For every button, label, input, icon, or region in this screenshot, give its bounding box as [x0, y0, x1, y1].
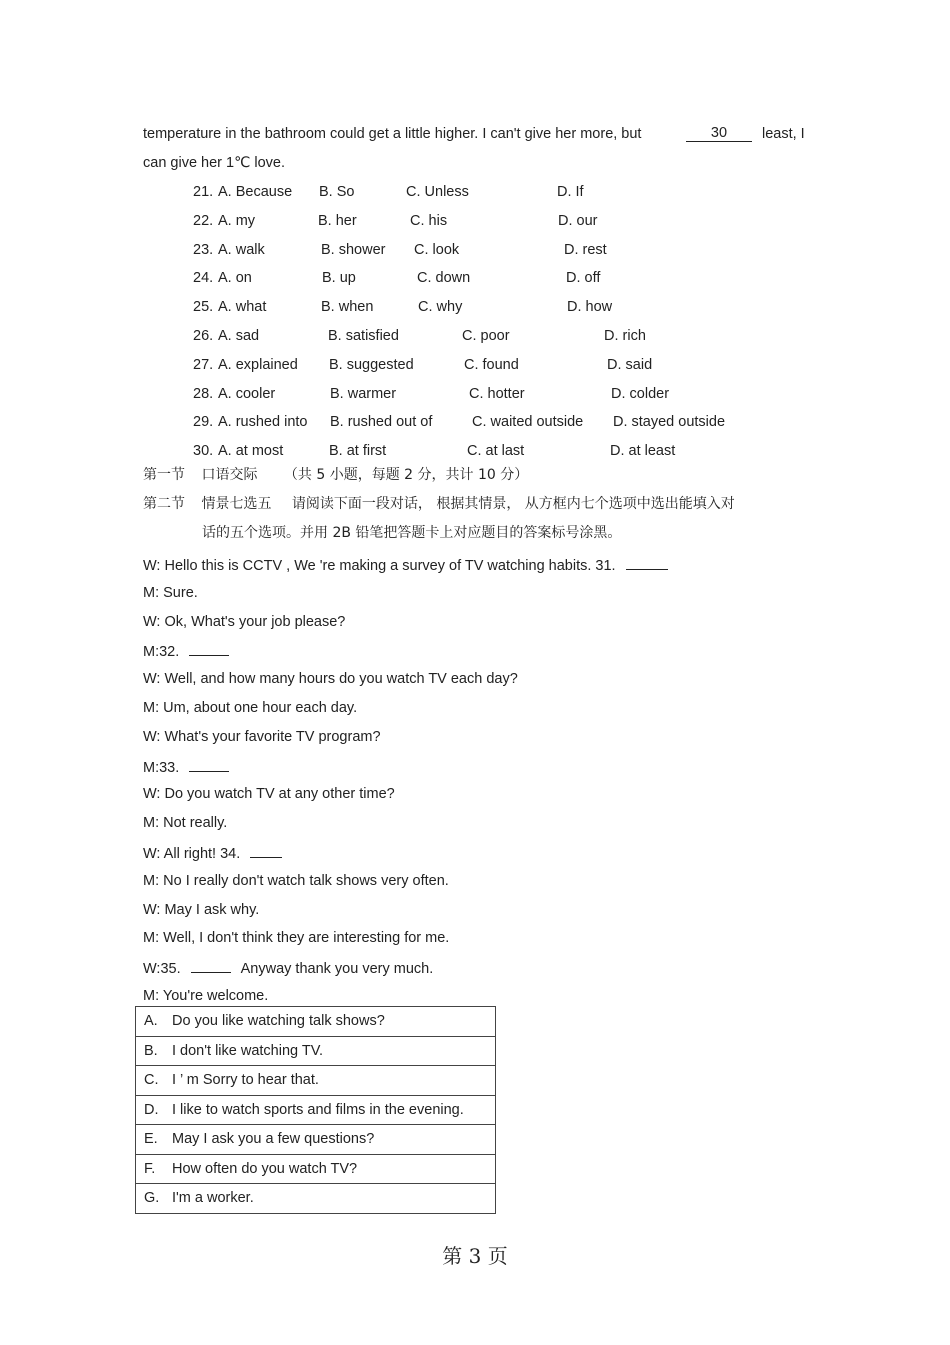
dialogue-line	[143, 929, 449, 947]
passage-text: temperature in the bathroom could get a little higher. I can't give her more, but	[143, 126, 642, 142]
question-number: 30.	[193, 443, 214, 460]
section-1-title: 第一节	[143, 467, 185, 483]
answer-blank	[250, 843, 282, 858]
question-option-a: A. at most	[218, 443, 284, 460]
option-cell	[136, 1125, 496, 1155]
option-text: I don't like watching TV.	[172, 1042, 324, 1059]
question-number: 28.	[193, 385, 214, 402]
option-letter: E.	[144, 1131, 158, 1148]
dialogue-text: W:35.	[143, 961, 181, 978]
dialogue-text: M: Sure.	[143, 584, 198, 601]
option-letter: B.	[144, 1042, 158, 1059]
option-cell	[136, 1066, 496, 1096]
section-2-header	[143, 495, 735, 513]
question-option-d: D. stayed outside	[613, 414, 726, 431]
question-option-a: A. on	[218, 270, 252, 287]
question-option-b: B. warmer	[330, 385, 397, 402]
dialogue-text: W: May I ask why.	[143, 901, 260, 918]
question-option-b: B. up	[322, 270, 356, 287]
question-number: 26.	[193, 328, 214, 344]
dialogue-line	[143, 613, 345, 631]
option-text: May I ask you a few questions?	[172, 1131, 375, 1148]
option-letter: A.	[144, 1013, 158, 1030]
dialogue-text: M: Not really.	[143, 815, 228, 832]
question-option-c: C. poor	[462, 328, 510, 344]
dialogue-line	[143, 728, 381, 746]
dialogue-line	[143, 584, 198, 602]
passage-line-1	[143, 125, 641, 143]
question-option-c: C. down	[417, 270, 471, 287]
dialogue-line	[143, 872, 449, 890]
question-option-d: D. rest	[564, 241, 607, 258]
answer-blank	[189, 641, 229, 656]
option-row	[136, 1154, 496, 1184]
question-option-a: A. what	[218, 299, 267, 316]
option-text: I like to watch sports and films in the evening.	[172, 1101, 464, 1118]
question-option-d: D. said	[607, 356, 653, 373]
question-option-c: C. Unless	[406, 184, 469, 200]
options-table	[135, 1006, 496, 1214]
section-1-info: （共 5 小题，每题 2 分，共计 10 分）	[283, 467, 529, 483]
option-cell	[136, 1184, 496, 1214]
question-option-d: D. how	[567, 299, 613, 316]
question-option-b: B. when	[321, 299, 374, 316]
option-letter: D.	[144, 1101, 159, 1118]
option-text: I ’ m Sorry to hear that.	[172, 1072, 319, 1089]
question-option-c: C. waited outside	[472, 414, 584, 431]
option-row	[136, 1125, 496, 1155]
option-cell	[136, 1154, 496, 1184]
dialogue-text: W: Well, and how many hours do you watch TV each day?	[143, 671, 518, 688]
section-1-header	[143, 466, 528, 484]
option-row	[136, 1095, 496, 1125]
option-text: I'm a worker.	[172, 1190, 254, 1207]
question-option-d: D. colder	[611, 385, 670, 402]
dialogue-text: W: All right! 34.	[143, 846, 241, 862]
question-option-a: A. cooler	[218, 385, 276, 402]
option-cell	[136, 1095, 496, 1125]
question-number: 23.	[193, 241, 214, 258]
question-option-c: C. hotter	[469, 385, 525, 402]
question-option-c: C. why	[418, 299, 463, 316]
dialogue-line	[143, 987, 268, 1005]
dialogue-text: M: Um, about one hour each day.	[143, 700, 358, 716]
question-option-c: C. his	[410, 212, 448, 229]
dialogue-text: M:32.	[143, 644, 180, 661]
question-option-d: D. rich	[604, 328, 646, 344]
dialogue-line	[143, 901, 259, 919]
option-cell	[136, 1036, 496, 1066]
section-2-name: 情景七选五	[201, 496, 272, 512]
question-option-d: D. If	[557, 184, 584, 200]
question-option-d: D. our	[558, 212, 598, 229]
dialogue-text: M:33.	[143, 759, 180, 776]
option-letter: C.	[144, 1072, 159, 1089]
passage-line-2	[143, 154, 285, 172]
question-number: 24.	[193, 270, 214, 287]
option-letter: G.	[144, 1190, 160, 1207]
dialogue-line	[143, 757, 229, 777]
question-option-c: C. found	[464, 356, 519, 373]
dialogue-text-after: Anyway thank you very much.	[240, 961, 434, 978]
question-option-c: C. at last	[467, 443, 525, 460]
dialogue-text: W: Hello this is CCTV , We 're making a survey of TV watching habits. 31.	[143, 558, 616, 574]
question-option-a: A. walk	[218, 241, 265, 258]
passage-text: can give her 1℃ love.	[143, 155, 286, 171]
dialogue-line	[143, 699, 357, 717]
question-number: 29.	[193, 414, 214, 431]
dialogue-line	[143, 785, 395, 803]
question-option-d: D. at least	[610, 443, 676, 460]
question-number: 27.	[193, 356, 214, 373]
option-text: How often do you watch TV?	[172, 1160, 358, 1177]
answer-blank	[191, 958, 231, 973]
dialogue-line	[143, 555, 668, 575]
question-number: 21.	[193, 184, 214, 200]
dialogue-line	[143, 958, 433, 978]
passage-text-end: least, I	[762, 126, 805, 142]
dialogue-text: M: Well, I don't think they are interesting for me.	[143, 930, 450, 947]
question-number: 22.	[193, 212, 214, 229]
question-option-b: B. So	[319, 184, 355, 200]
dialogue-line	[143, 670, 518, 688]
dialogue-text: W: What's your favorite TV program?	[143, 728, 381, 745]
question-option-a: A. my	[218, 212, 256, 229]
option-letter: F.	[144, 1160, 156, 1177]
dialogue-text: W: Do you watch TV at any other time?	[143, 786, 395, 803]
question-option-c: C. look	[414, 241, 460, 258]
page-number: 第 3 页	[442, 1244, 508, 1268]
question-option-a: A. rushed into	[218, 414, 308, 431]
section-2-instruction-2: 话的五个选项。并用 2B 铅笔把答题卡上对应题目的答案标号涂黑。	[202, 525, 622, 541]
option-row	[136, 1184, 496, 1214]
answer-blank	[626, 555, 668, 570]
answer-blank-30: 30	[686, 125, 752, 142]
section-2-instruction: 请阅读下面一段对话， 根据其情景， 从方框内七个选项中选出能填入对	[291, 496, 735, 512]
dialogue-line	[143, 843, 282, 863]
question-option-b: B. rushed out of	[330, 414, 433, 431]
dialogue-text: W: Ok, What's your job please?	[143, 613, 346, 630]
section-2-instruction-cont	[202, 524, 621, 542]
question-option-a: A. Because	[218, 184, 293, 200]
question-number: 25.	[193, 299, 214, 316]
option-row	[136, 1007, 496, 1037]
dialogue-text: M: You're welcome.	[143, 988, 269, 1004]
option-row	[136, 1036, 496, 1066]
question-option-b: B. her	[318, 212, 357, 229]
option-row	[136, 1066, 496, 1096]
option-text: Do you like watching talk shows?	[172, 1013, 385, 1030]
question-option-a: A. sad	[218, 328, 260, 344]
question-option-b: B. at first	[329, 443, 387, 460]
question-option-b: B. suggested	[329, 356, 414, 373]
option-cell	[136, 1007, 496, 1037]
section-2-title: 第二节	[143, 496, 185, 512]
question-option-b: B. satisfied	[328, 328, 399, 344]
question-option-a: A. explained	[218, 356, 298, 373]
answer-blank	[189, 757, 229, 772]
question-option-d: D. off	[566, 270, 601, 287]
section-1-name: 口语交际	[201, 467, 258, 483]
dialogue-line	[143, 641, 229, 661]
question-option-b: B. shower	[321, 241, 386, 258]
dialogue-text: M: No I really don't watch talk shows very often.	[143, 872, 449, 889]
dialogue-line	[143, 814, 227, 832]
